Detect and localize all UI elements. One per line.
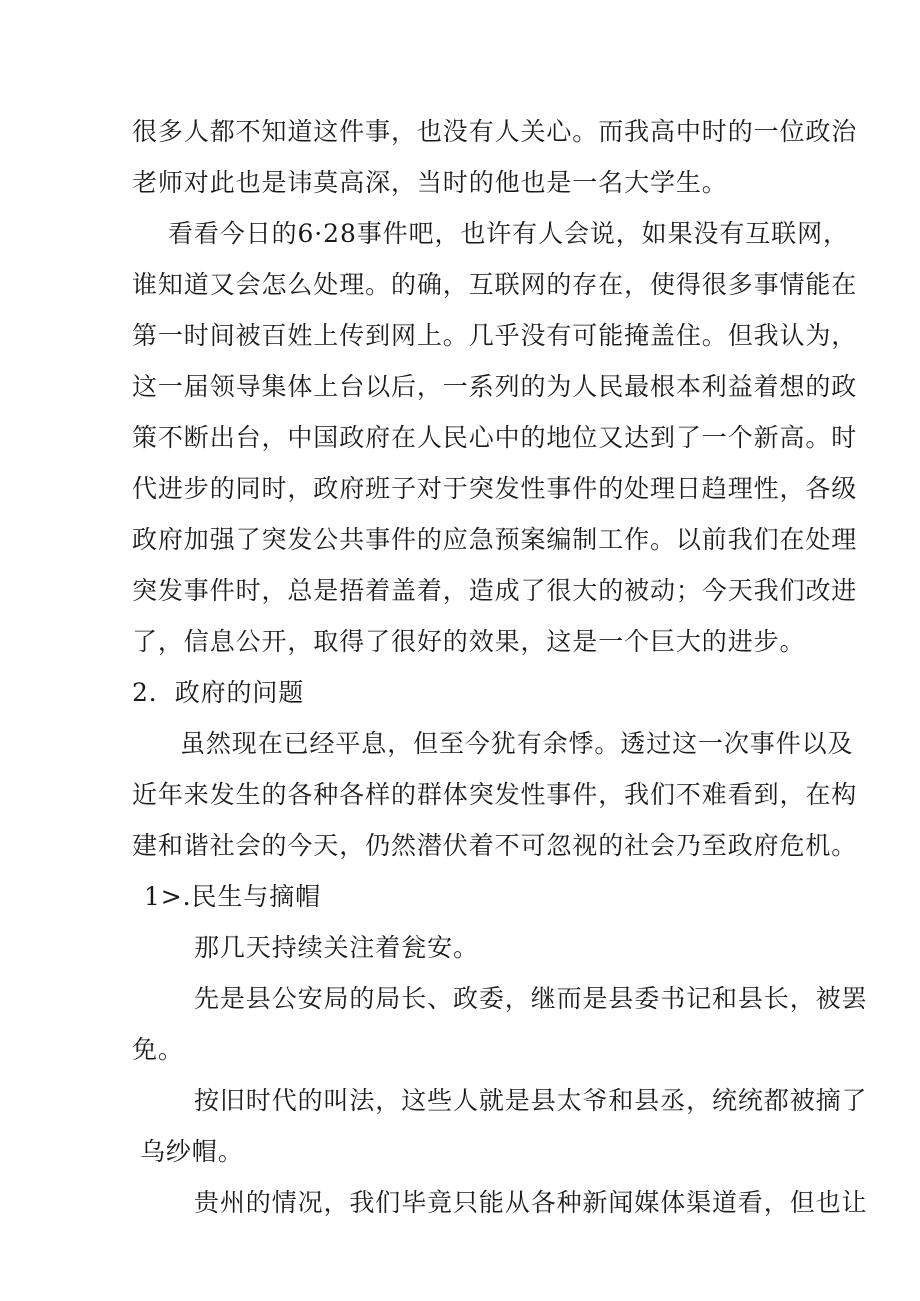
paragraph-1-line-1: 很多人都不知道这件事，也没有人关心。而我高中时的一位政治 (132, 117, 858, 146)
paragraph-2-line-5: 策不断出台，中国政府在人民心中的地位又达到了一个新高。时 (132, 423, 858, 452)
paragraph-6-line-2: 乌纱帽。 (140, 1137, 244, 1166)
paragraph-2-line-6: 代进步的同时，政府班子对于突发性事件的处理日趋理性，各级 (132, 474, 858, 503)
subsection-1-heading: 1>.民生与摘帽 (144, 882, 322, 911)
paragraph-2-line-9: 了，信息公开，取得了很好的效果，这是一个巨大的进步。 (132, 627, 806, 656)
paragraph-6-line-1: 按旧时代的叫法，这些人就是县太爷和县丞，统统都被摘了 (194, 1086, 868, 1115)
paragraph-3-line-1: 虽然现在已经平息，但至今犹有余悸。透过这一次事件以及 (180, 729, 854, 758)
paragraph-2-line-2: 谁知道又会怎么处理。的确，互联网的存在，使得很多事情能在 (132, 270, 858, 299)
paragraph-2-line-8: 突发事件时，总是捂着盖着，造成了很大的被动；今天我们改进 (132, 576, 858, 605)
section-2-heading: 2．政府的问题 (132, 678, 305, 707)
paragraph-2-line-7: 政府加强了突发公共事件的应急预案编制工作。以前我们在处理 (132, 525, 858, 554)
paragraph-5-line-2: 免。 (132, 1035, 184, 1064)
paragraph-2-line-3: 第一时间被百姓上传到网上。几乎没有可能掩盖住。但我认为， (132, 321, 858, 350)
paragraph-5-line-1: 先是县公安局的局长、政委，继而是县委书记和县长，被罢 (194, 984, 868, 1013)
paragraph-7: 贵州的情况，我们毕竟只能从各种新闻媒体渠道看，但也让 (194, 1188, 868, 1217)
paragraph-3-line-3: 建和谐社会的今天，仍然潜伏着不可忽视的社会乃至政府危机。 (132, 831, 858, 860)
paragraph-2-line-1: 看看今日的6·28事件吧，也许有人会说，如果没有互联网， (168, 219, 849, 248)
paragraph-2-line-4: 这一届领导集体上台以后，一系列的为人民最根本利益着想的政 (132, 372, 858, 401)
paragraph-1-line-2: 老师对此也是讳莫高深，当时的他也是一名大学生。 (132, 168, 728, 197)
paragraph-4: 那几天持续关注着瓮安。 (194, 933, 479, 962)
paragraph-3-line-2: 近年来发生的各种各样的群体突发性事件，我们不难看到，在构 (132, 780, 858, 809)
